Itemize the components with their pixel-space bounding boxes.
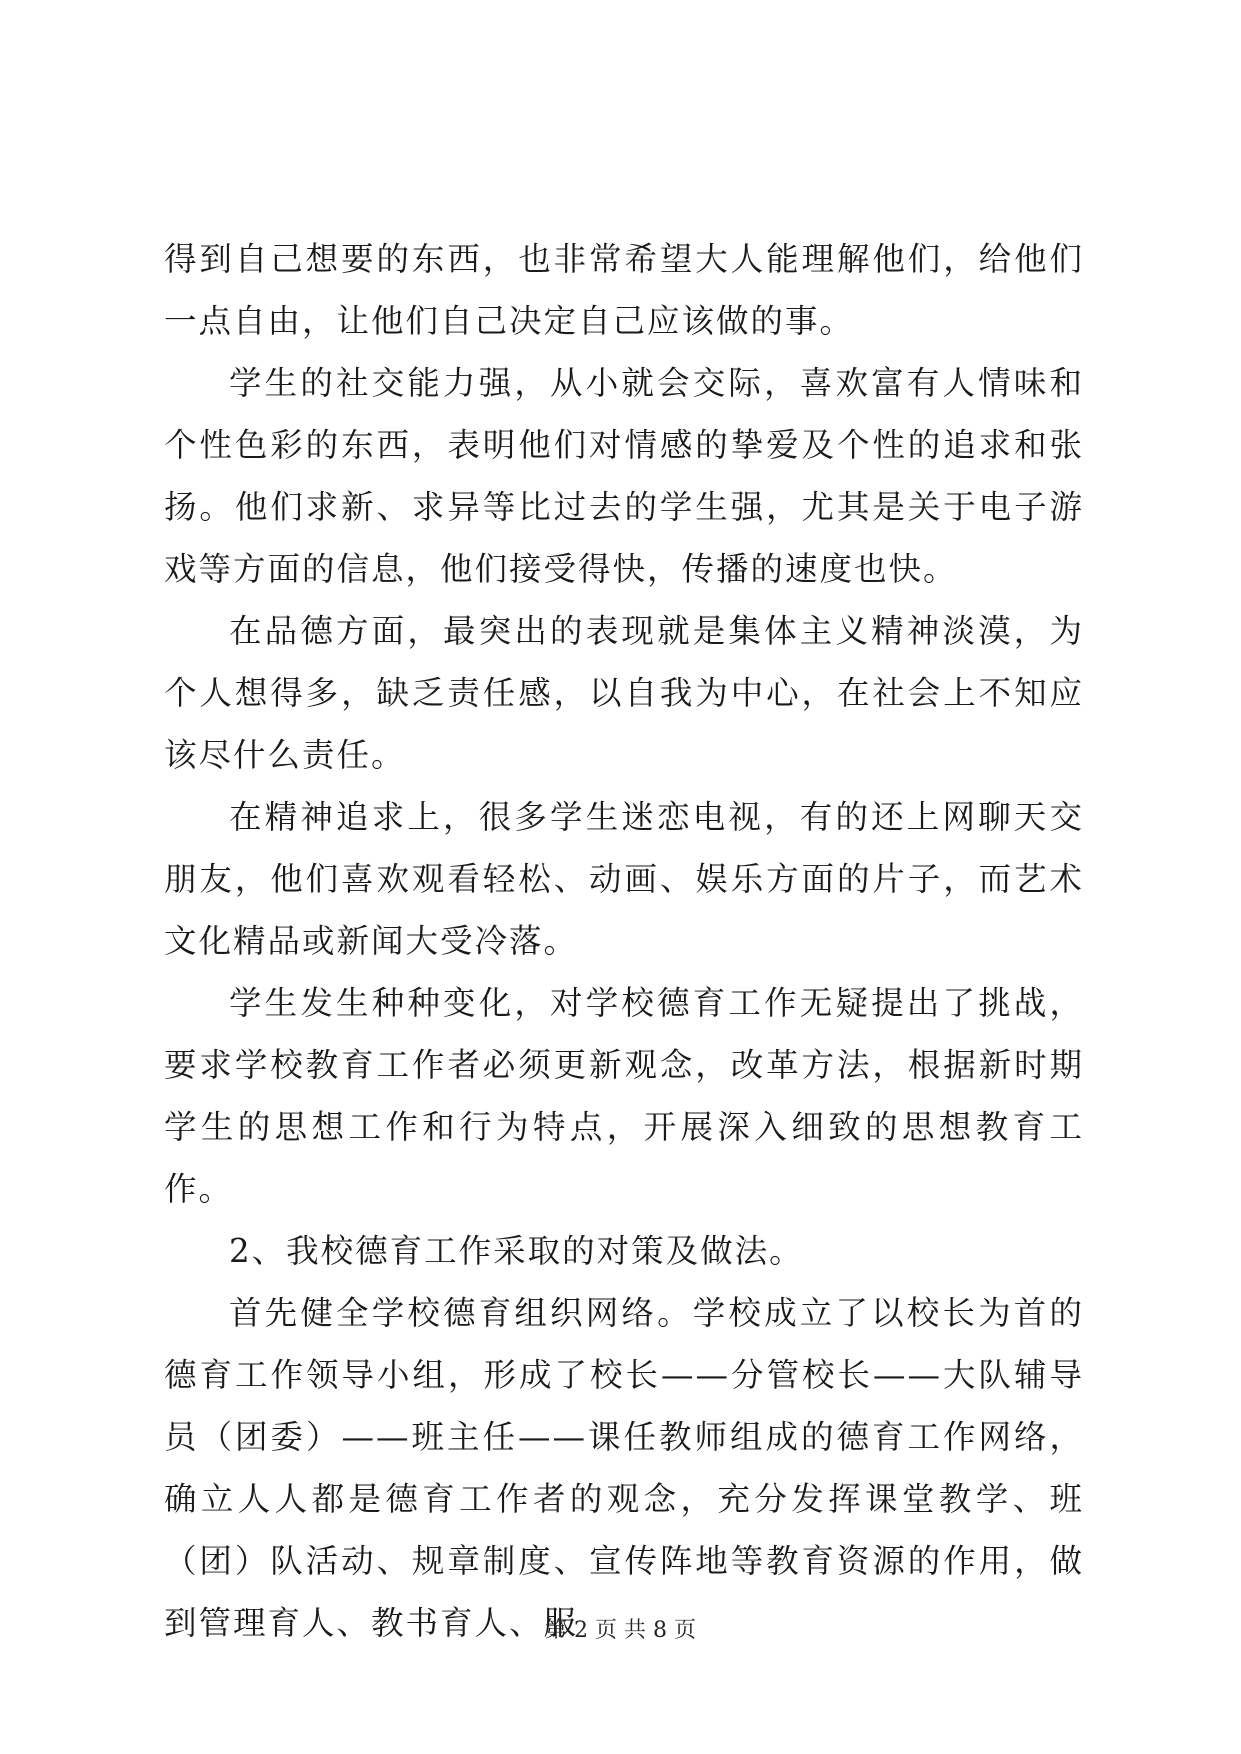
page-footer (0, 1617, 1241, 1645)
paragraph-1: 得到自己想要的东西，也非常希望大人能理解他们，给他们一点自由，让他们自己决定自己应该做的事。 (164, 240, 1084, 340)
paragraph-4: 在精神追求上，很多学生迷恋电视，有的还上网聊天交朋友，他们喜欢观看轻松、动画、娱乐方面的片子，而艺术文化精品或新闻大受冷落。 (164, 798, 1084, 960)
paragraph-7: 首先健全学校德育组织网络。学校成立了以校长为首的德育工作领导小组，形成了校长——分管校长——大队辅导员（团委）——班主任——课任教师组成的德育工作网络，确立人人都是德育工作者的观念，充分发挥课堂教学、班（团）队活动、规章制度、宣传阵地等教育资源的作用，做到管理育人、教书育人、服 (164, 1294, 1084, 1642)
section-heading: 2、我校德育工作采取的对策及做法。 (229, 1232, 804, 1270)
page-number-label: 第 2 页 共 8 页 (545, 1618, 696, 1643)
paragraph-5: 学生发生种种变化，对学校德育工作无疑提出了挑战，要求学校教育工作者必须更新观念，改革方法，根据新时期学生的思想工作和行为特点，开展深入细致的思想教育工作。 (164, 984, 1084, 1208)
document-body (164, 228, 1084, 1654)
paragraph-2: 学生的社交能力强，从小就会交际，喜欢富有人情味和个性色彩的东西，表明他们对情感的挚爱及个性的追求和张扬。他们求新、求异等比过去的学生强，尤其是关于电子游戏等方面的信息，他们接受得快，传播的速度也快。 (164, 364, 1084, 588)
paragraph-3: 在品德方面，最突出的表现就是集体主义精神淡漠，为个人想得多，缺乏责任感，以自我为中心，在社会上不知应该尽什么责任。 (164, 612, 1084, 774)
